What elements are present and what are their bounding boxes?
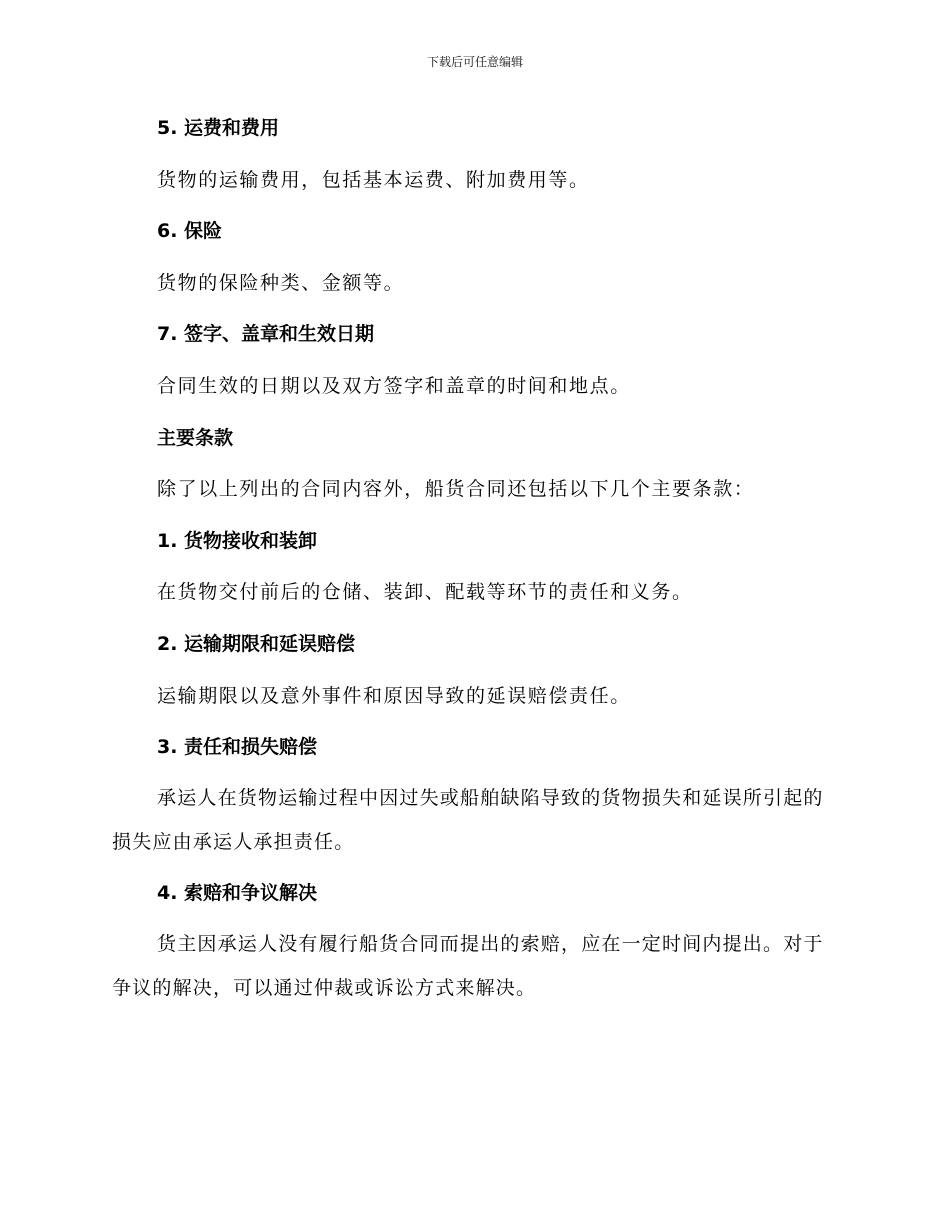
section-heading-cargo-handling: 1. 货物接收和装卸 [157, 530, 318, 552]
paragraph-main-terms: 除了以上列出的合同内容外，船货合同还包括以下几个主要条款： [157, 478, 755, 500]
paragraph-insurance: 货物的保险种类、金额等。 [157, 272, 405, 294]
paragraph-freight: 货物的运输费用，包括基本运费、附加费用等。 [157, 169, 590, 191]
paragraph-liability: 承运人在货物运输过程中因过失或船舶缺陷导致的货物损失和延误所引起的损失应由承运人承担责任。 [112, 787, 824, 853]
section-heading-transport-delay: 2. 运输期限和延误赔偿 [157, 633, 356, 655]
paragraph-signature: 合同生效的日期以及双方签字和盖章的时间和地点。 [157, 375, 631, 397]
paragraph-claims: 货主因承运人没有履行船货合同而提出的索赔，应在一定时间内提出。对于争议的解决，可以通过仲裁或诉讼方式来解决。 [112, 933, 824, 999]
section-heading-insurance: 6. 保险 [157, 220, 223, 242]
paragraph-cargo-handling: 在货物交付前后的仓储、装卸、配载等环节的责任和义务。 [157, 581, 693, 603]
section-heading-freight: 5. 运费和费用 [157, 117, 280, 139]
paragraph-transport-delay: 运输期限以及意外事件和原因导致的延误赔偿责任。 [157, 685, 631, 707]
section-heading-main-terms: 主要条款 [157, 427, 234, 449]
page-header: 下载后可任意编辑 [426, 55, 523, 69]
section-heading-signature: 7. 签字、盖章和生效日期 [157, 323, 375, 345]
section-heading-liability: 3. 责任和损失赔偿 [157, 736, 318, 758]
section-heading-claims: 4. 索赔和争议解决 [157, 882, 318, 904]
